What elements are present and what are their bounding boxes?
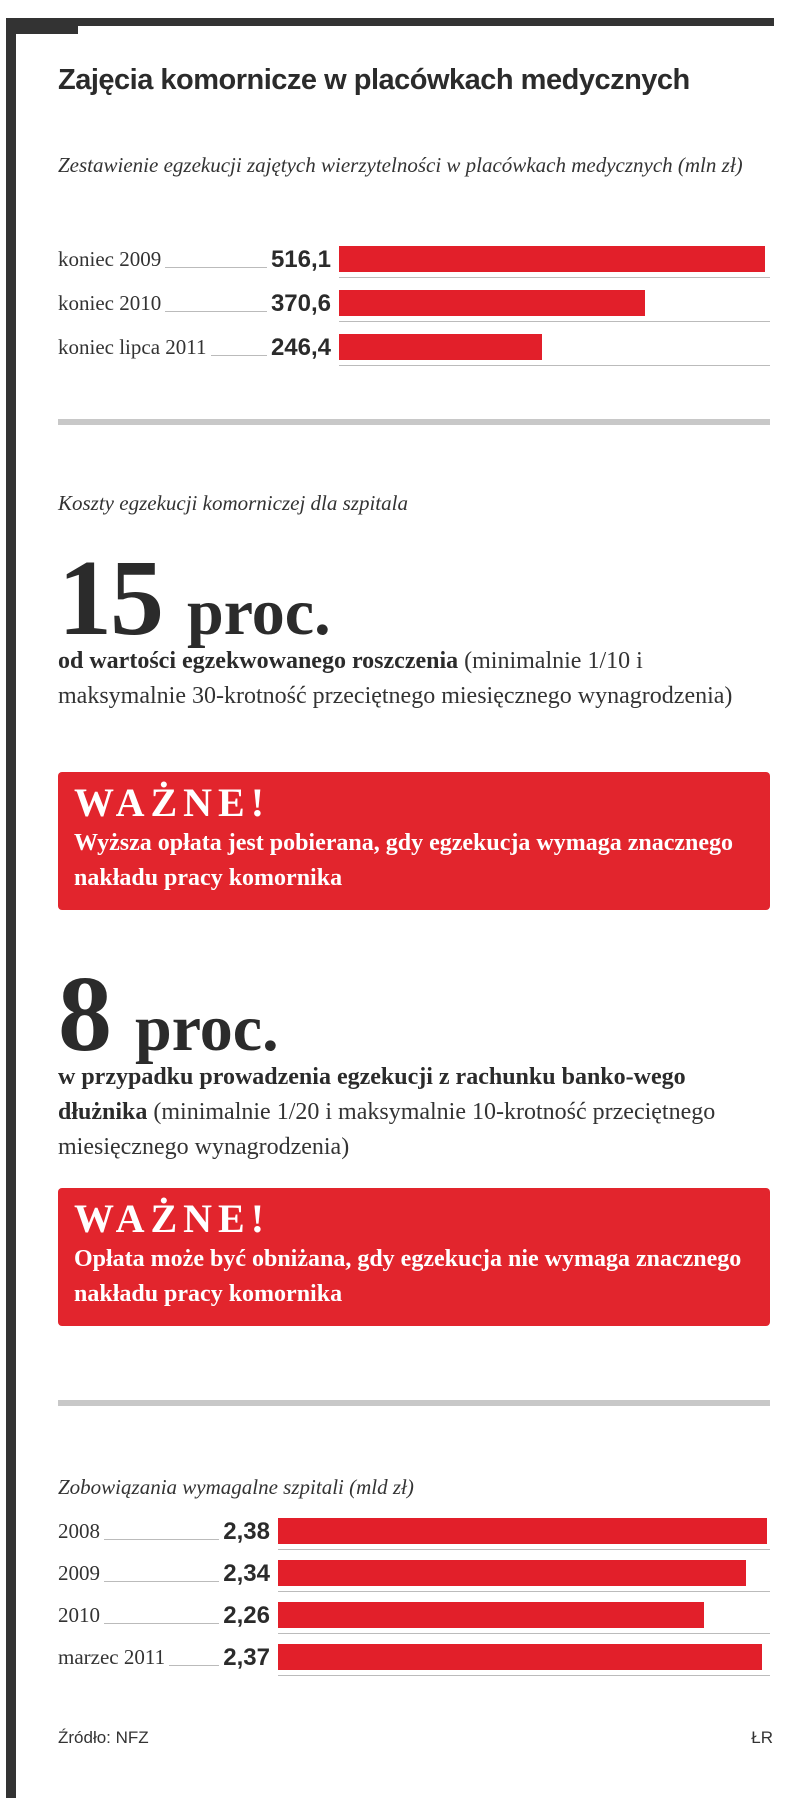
leader-line <box>165 267 267 268</box>
category-label: koniec lipca 2011 <box>58 335 207 359</box>
bar <box>339 334 542 360</box>
bar <box>339 246 765 272</box>
cost-unit: proc. <box>135 992 279 1065</box>
important-note <box>58 1188 770 1326</box>
value-label: 246,4 <box>270 334 331 361</box>
cost-number: 8 <box>58 955 110 1074</box>
bar-baseline <box>339 321 770 322</box>
value-label: 516,1 <box>270 246 331 273</box>
bar <box>278 1602 704 1628</box>
value-label: 2,26 <box>223 1602 270 1629</box>
bar <box>278 1560 746 1586</box>
cost-description-rest: (minimalnie 1/20 i maksymalnie 10-krotność przeciętnego miesięcznego wynagrodzenia) <box>58 1099 716 1160</box>
category-label: koniec 2009 <box>58 247 162 271</box>
chart-row <box>58 282 770 322</box>
cost-description-rest: (minimalnie 1/10 i maksymalnie 30-krotność przeciętnego miesięcznego wynagrodzenia) <box>58 648 733 709</box>
note-title: WAŻNE! <box>74 780 271 825</box>
chart-row <box>58 326 770 366</box>
chart2-title: Zobowiązania wymagalne szpitali (mld zł) <box>58 1475 414 1499</box>
leader-line <box>165 311 267 312</box>
frame-top-border <box>6 18 774 26</box>
bar <box>278 1518 767 1544</box>
value-label: 2,34 <box>223 1560 270 1587</box>
cost-description-bold: w przypadku prowadzenia egzekucji z rachunku banko-wego dłużnika <box>58 1064 686 1125</box>
bar-baseline <box>278 1633 770 1634</box>
note-body: Opłata może być obniżana, gdy egzekucja nie wymaga znacznego nakładu pracy komornika <box>74 1246 742 1307</box>
category-label: marzec 2011 <box>58 1645 166 1669</box>
section-separator <box>58 1400 770 1406</box>
note-title: WAŻNE! <box>74 1196 271 1241</box>
chart-row <box>58 1636 770 1676</box>
leader-line <box>104 1581 219 1582</box>
important-note <box>58 772 770 910</box>
category-label: koniec 2010 <box>58 291 162 315</box>
leader-line <box>169 1665 219 1666</box>
bar-baseline <box>278 1675 770 1676</box>
cost-description-bold: od wartości egzekwowanego roszczenia <box>58 648 459 674</box>
value-label: 2,38 <box>223 1518 270 1545</box>
bar <box>339 290 645 316</box>
chart-row <box>58 1594 770 1634</box>
cost-number: 15 <box>58 539 162 658</box>
cost-8-description <box>58 1060 770 1165</box>
chart-row <box>58 238 770 278</box>
frame-left-border <box>6 18 16 1798</box>
value-label: 2,37 <box>223 1644 270 1671</box>
leader-line <box>211 355 267 356</box>
costs-heading: Koszty egzekucji komorniczej dla szpitala <box>58 491 408 515</box>
bar <box>278 1644 762 1670</box>
frame-notch-bar <box>16 26 78 34</box>
note-body: Wyższa opłata jest pobierana, gdy egzekucja wymaga znacznego nakładu pracy komornika <box>74 830 734 891</box>
category-label: 2008 <box>58 1519 100 1543</box>
author-initials: ŁR <box>751 1728 773 1747</box>
cost-15-description <box>58 644 770 714</box>
cost-unit: proc. <box>187 576 331 649</box>
chart1-title: Zestawienie egzekucji zajętych wierzytelności w placówkach medycznych (mln zł) <box>58 153 743 177</box>
chart-row <box>58 1552 770 1592</box>
source-note: Źródło: NFZ <box>58 1728 149 1747</box>
leader-line <box>104 1539 219 1540</box>
bar-baseline <box>278 1549 770 1550</box>
leader-line <box>104 1623 219 1624</box>
chart-row <box>58 1510 770 1550</box>
bar-baseline <box>278 1591 770 1592</box>
category-label: 2009 <box>58 1561 100 1585</box>
bar-baseline <box>339 365 770 366</box>
category-label: 2010 <box>58 1603 100 1627</box>
page-title: Zajęcia komornicze w placówkach medycznych <box>58 64 690 96</box>
value-label: 370,6 <box>270 290 331 317</box>
section-separator <box>58 419 770 425</box>
bar-baseline <box>339 277 770 278</box>
